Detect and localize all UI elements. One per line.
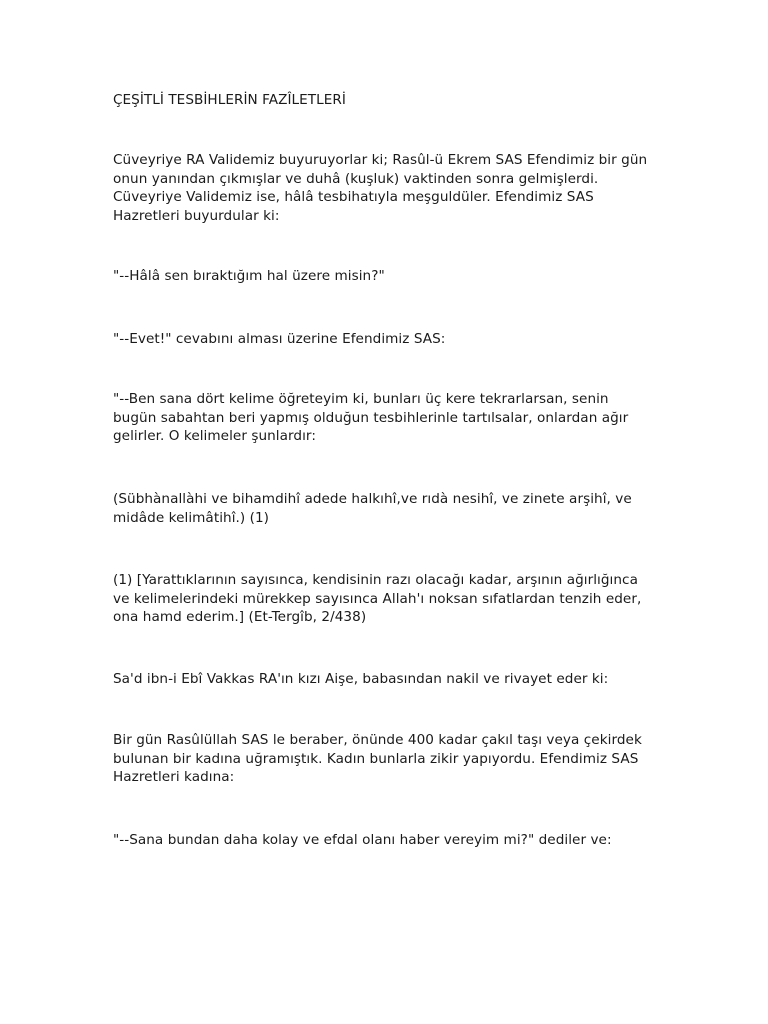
paragraph-line: Sa'd ibn-i Ebî Vakkas RA'ın kızı Aişe, babasından nakil ve rivayet eder ki: [113, 671, 609, 687]
paragraph-line: midâde kelimâtihî.) (1) [113, 509, 270, 526]
paragraph-line: bulunan bir kadına uğramıştık. Kadın bunlarla zikir yapıyordu. Efendimiz SAS [113, 750, 639, 767]
paragraph-line: Cüveyriye RA Validemiz buyuruyorlar ki; Rasûl-ü Ekrem SAS Efendimiz bir gün [113, 152, 648, 168]
paragraph-7 [113, 670, 673, 689]
paragraph-line: "--Hâlâ sen bıraktığım hal üzere misin?" [113, 268, 385, 284]
paragraph-4 [113, 390, 673, 446]
paragraph-3 [113, 330, 673, 349]
paragraph-line: "--Ben sana dört kelime öğreteyim ki, bunları üç kere tekrarlarsan, senin [113, 391, 609, 407]
paragraph-line: ve kelimelerindeki mürekkep sayısınca Allah'ı noksan sıfatlardan tenzih eder, [113, 590, 642, 607]
paragraph-line: Hazretleri buyurdular ki: [113, 207, 280, 224]
title-text: ÇEŞİTLİ TESBİHLERİN FAZÎLETLERİ [113, 92, 346, 108]
paragraph-line: Hazretleri kadına: [113, 769, 235, 786]
paragraph-line: (Sübhànallàhi ve bihamdihî adede halkıhî,ve rıdà nesihî, ve zinete arşihî, ve [113, 491, 632, 507]
paragraph-line: (1) [Yarattıklarının sayısınca, kendisinin razı olacağı kadar, arşının ağırlığınca [113, 572, 638, 588]
paragraph-line: Cüveyriye Validemiz ise, hâlâ tesbihatıyla meşguldüler. Efendimiz SAS [113, 189, 594, 206]
document-title [113, 91, 673, 110]
paragraph-line: ona hamd ederim.] (Et-Tergîb, 2/438) [113, 609, 367, 626]
paragraph-6 [113, 571, 673, 627]
paragraph-line: gelirler. O kelimeler şunlardır: [113, 428, 316, 445]
paragraph-line: "--Evet!" cevabını alması üzerine Efendimiz SAS: [113, 331, 446, 347]
paragraph-line: bugün sabahtan beri yapmış olduğun tesbihlerinle tartılsalar, onlardan ağır [113, 409, 629, 426]
paragraph-2 [113, 267, 673, 286]
paragraph-line: "--Sana bundan daha kolay ve efdal olanı haber vereyim mi?" dediler ve: [113, 832, 612, 848]
paragraph-8 [113, 731, 673, 787]
paragraph-9 [113, 831, 673, 850]
paragraph-5 [113, 490, 673, 527]
paragraph-1 [113, 151, 673, 225]
paragraph-line: onun yanından çıkmışlar ve duhâ (kuşluk) vaktinden sonra gelmişlerdi. [113, 170, 599, 187]
paragraph-line: Bir gün Rasûlüllah SAS le beraber, önünde 400 kadar çakıl taşı veya çekirdek [113, 732, 642, 748]
